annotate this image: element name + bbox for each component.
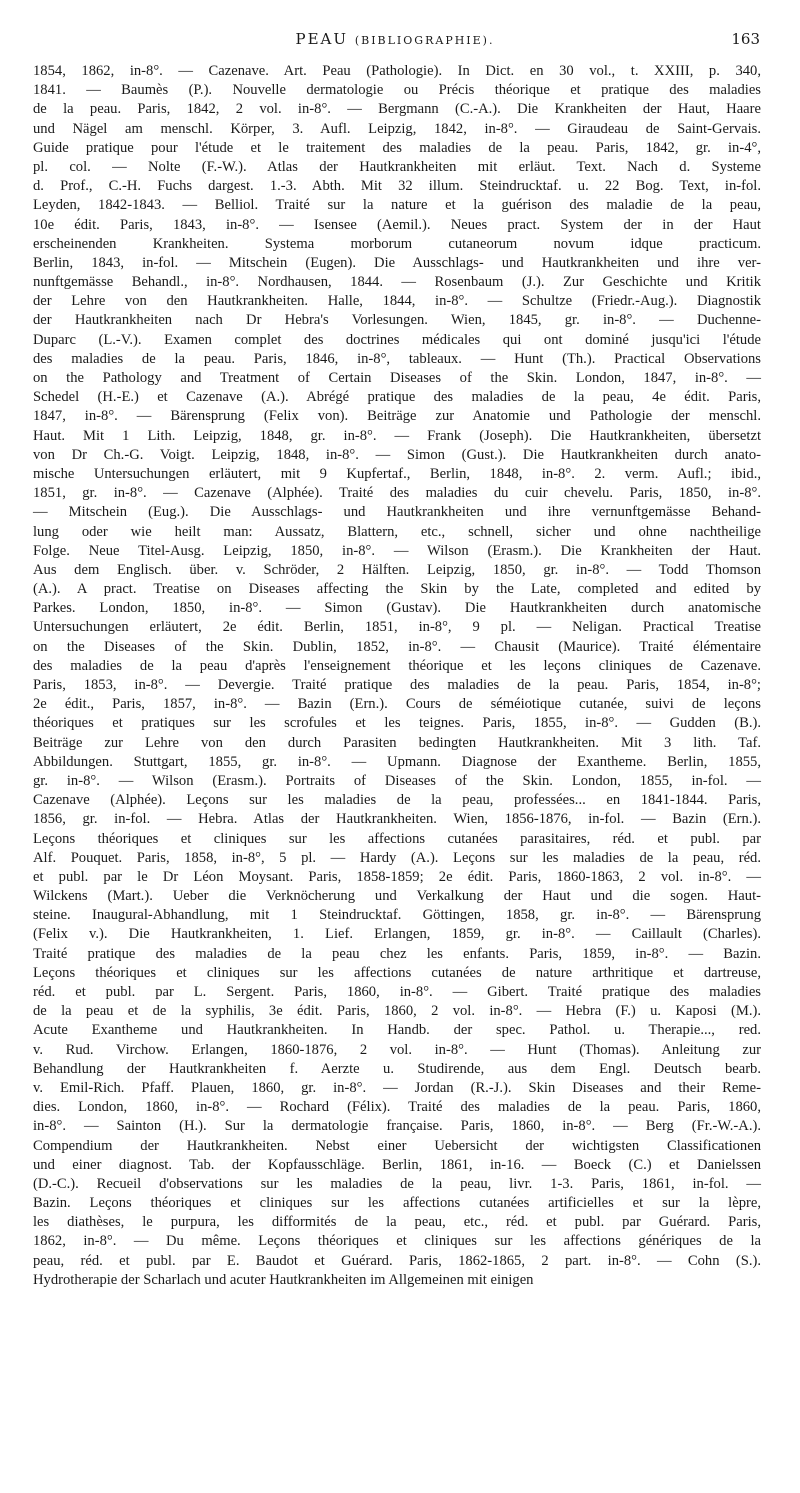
page-number: 163 <box>731 30 760 48</box>
text-line: Parkes. London, 1850, in-8°. — Simon (Gustav). Die Hautkrankheiten durch anatomische <box>33 600 761 617</box>
text-line: 1856, gr. in-fol. — Hebra. Atlas der Hautkrankheiten. Wien, 1856-1876, in-fol. — Bazin (Ern.). <box>33 811 761 828</box>
text-line: Abbildungen. Stuttgart, 1855, gr. in-8°. — Upmann. Diagnose der Exantheme. Berlin, 1855, <box>33 753 761 770</box>
text-line: Behandlung der Hautkrankheiten f. Aerzte u. Studirende, aus dem Engl. Deutsch bearb. <box>33 1060 761 1077</box>
text-line: nunftgemässe Behandl., in-8°. Nordhausen, 1844. — Rosenbaum (J.). Zur Geschichte und Kritik <box>33 274 761 291</box>
text-line: — Mitschein (Eug.). Die Ausschlags- und Hautkrankheiten und ihre vernunftgemässe Behand- <box>33 504 761 521</box>
text-line: Folge. Neue Titel-Ausg. Leipzig, 1850, in-8°. — Wilson (Erasm.). Die Krankheiten der Haut. <box>33 542 761 559</box>
text-line: 10e édit. Paris, 1843, in-8°. — Isensee (Aemil.). Neues pract. System der in der Haut <box>33 216 761 233</box>
text-line: et publ. par le Dr Léon Moysant. Paris, 1858-1859; 2e édit. Paris, 1860-1863, 2 vol. in-8°. — <box>33 868 761 885</box>
text-line: d. Prof., C.-H. Fuchs dargest. 1.-3. Abth. Mit 32 illum. Steindrucktaf. u. 22 Bog. Text, in-fol. <box>33 178 761 195</box>
bibliography-text <box>33 62 761 1290</box>
text-line: Leçons théoriques et cliniques sur les affections cutanées de nature arthritique et dartreuse, <box>33 964 761 981</box>
text-line: mische Untersuchungen erläutert, mit 9 Kupfertaf., Berlin, 1848, in-8°. 2. verm. Aufl.; ibid., <box>33 465 761 482</box>
text-line: Schedel (H.-E.) et Cazenave (A.). Abrégé pratique des maladies de la peau, 4e édit. Paris, <box>33 389 761 406</box>
text-line: und einer diagnost. Tab. der Kopfausschläge. Berlin, 1861, in-16. — Boeck (C.) et Danielssen <box>33 1156 761 1173</box>
text-line: les diathèses, le purpura, les difformités de la peau, etc., réd. et publ. par Guérard. Paris, <box>33 1214 761 1231</box>
text-line: de la peau. Paris, 1842, 2 vol. in-8°. — Bergmann (C.-A.). Die Krankheiten der Haut, Haare <box>33 101 761 118</box>
text-line: Leyden, 1842-1843. — Belliol. Traité sur la nature et la guérison des maladie de la peau, <box>33 197 761 214</box>
text-line: des maladies de la peau d'après l'enseignement théorique et les leçons cliniques de Cazenave. <box>33 657 761 674</box>
text-line: Acute Exantheme und Hautkrankheiten. In Handb. der spec. Pathol. u. Therapie..., red. <box>33 1022 761 1039</box>
text-line: Guide pratique pour l'étude et le traitement des maladies de la peau. Paris, 1842, gr. in-4°, <box>33 139 761 156</box>
text-line: 1851, gr. in-8°. — Cazenave (Alphée). Traité des maladies du cuir chevelu. Paris, 1850, in-8°. <box>33 485 761 502</box>
text-line: Leçons théoriques et cliniques sur les affections cutanées parasitaires, réd. et publ. par <box>33 830 761 847</box>
text-line: der Hautkrankheiten nach Dr Hebra's Vorlesungen. Wien, 1845, gr. in-8°. — Duchenne- <box>33 312 761 329</box>
text-line: de la peau et de la syphilis, 3e édit. Paris, 1860, 2 vol. in-8°. — Hebra (F.) u. Kaposi (M.). <box>33 1003 761 1020</box>
text-line: Paris, 1853, in-8°. — Devergie. Traité pratique des maladies de la peau. Paris, 1854, in-8°; <box>33 677 761 693</box>
text-line: lung oder wie heilt man: Aussatz, Blattern, etc., schnell, sicher und ohne nachtheilige <box>33 523 761 540</box>
text-line: théoriques et pratiques sur les scrofules et les teignes. Paris, 1855, in-8°. — Gudden (B.). <box>33 715 761 732</box>
running-header <box>30 30 760 54</box>
text-line: Haut. Mit 1 Lith. Leipzig, 1848, gr. in-8°. — Frank (Joseph). Die Hautkrankheiten, übersetzt <box>33 427 761 444</box>
text-line: (D.-C.). Recueil d'observations sur les maladies de la peau, livr. 1-3. Paris, 1861, in-fol. — <box>33 1175 761 1192</box>
text-line: Wilckens (Mart.). Ueber die Verknöcherung und Verkalkung der Haut und die sogen. Haut- <box>33 888 761 905</box>
text-line: 1841. — Baumès (P.). Nouvelle dermatologie ou Précis théorique et pratique des maladies <box>33 82 761 99</box>
text-line: Aus dem Englisch. über. v. Schröder, 2 Hälften. Leipzig, 1850, gr. in-8°. — Todd Thomson <box>33 561 761 578</box>
text-line: 1862, in-8°. — Du même. Leçons théoriques et cliniques sur les affections génériques de la <box>33 1233 761 1250</box>
text-line: Traité pratique des maladies de la peau chez les enfants. Paris, 1859, in-8°. — Bazin. <box>33 945 761 962</box>
text-line: des maladies de la peau. Paris, 1846, in-8°, tableaux. — Hunt (Th.). Practical Observations <box>33 350 761 367</box>
text-line: réd. et publ. par L. Sergent. Paris, 1860, in-8°. — Gibert. Traité pratique des maladies <box>33 984 761 1000</box>
text-line: Duparc (L.-V.). Examen complet des doctrines médicales qui ont dominé jusqu'ici l'étude <box>33 331 761 348</box>
text-line: gr. in-8°. — Wilson (Erasm.). Portraits of Diseases of the Skin. London, 1855, in-fol. — <box>33 772 761 789</box>
text-line: on the Pathology and Treatment of Certain Diseases of the Skin. London, 1847, in-8°. — <box>33 370 761 386</box>
text-line: von Dr Ch.-G. Voigt. Leipzig, 1848, in-8°. — Simon (Gust.). Die Hautkrankheiten durch anato- <box>33 446 761 463</box>
text-line: Berlin, 1843, in-fol. — Mitschein (Eugen). Die Ausschlags- und Hautkrankheiten und ihre ver- <box>33 254 761 271</box>
header-subtitle: (BIBLIOGRAPHIE). <box>354 34 495 47</box>
text-line: dies. London, 1860, in-8°. — Rochard (Félix). Traité des maladies de la peau. Paris, 1860, <box>33 1099 761 1116</box>
text-line: v. Emil-Rich. Pfaff. Plauen, 1860, gr. in-8°. — Jordan (R.-J.). Skin Diseases and their Reme- <box>33 1079 761 1096</box>
text-line: v. Rud. Virchow. Erlangen, 1860-1876, 2 vol. in-8°. — Hunt (Thomas). Anleitung zur <box>33 1041 761 1058</box>
text-line: (Felix v.). Die Hautkrankheiten, 1. Lief. Erlangen, 1859, gr. in-8°. — Caillault (Charles). <box>33 926 761 943</box>
text-line: Alf. Pouquet. Paris, 1858, in-8°, 5 pl. — Hardy (A.). Leçons sur les maladies de la peau, réd. <box>33 849 761 866</box>
text-line: in-8°. — Sainton (H.). Sur la dermatologie française. Paris, 1860, in-8°. — Berg (Fr.-W.-A.). <box>33 1118 761 1135</box>
text-line: 1847, in-8°. — Bärensprung (Felix von). Beiträge zur Anatomie und Pathologie der menschl. <box>33 408 761 425</box>
text-line: erscheinenden Krankheiten. Systema morborum cutaneorum novum idque practicum. <box>33 235 761 252</box>
text-line: Compendium der Hautkrankheiten. Nebst einer Uebersicht der wichtigsten Classificationen <box>33 1137 761 1154</box>
header-title: PEAU <box>295 30 349 48</box>
text-line: (A.). A pract. Treatise on Diseases affecting the Skin by the Late, completed and edited by <box>33 581 761 598</box>
text-line: Hydrotherapie der Scharlach und acuter Hautkrankheiten im Allgemeinen mit einigen <box>33 1271 534 1288</box>
text-line: der Lehre von den Hautkrankheiten. Halle, 1844, in-8°. — Schultze (Friedr.-Aug.). Diagnostik <box>33 293 761 310</box>
text-line: 1854, 1862, in-8°. — Cazenave. Art. Peau (Pathologie). In Dict. en 30 vol., t. XXIII, p. 340, <box>33 63 761 79</box>
text-line: Cazenave (Alphée). Leçons sur les maladies de la peau, professées... en 1841-1844. Paris, <box>33 792 761 809</box>
text-line: peau, réd. et publ. par E. Baudot et Guérard. Paris, 1862-1865, 2 part. in-8°. — Cohn (S.). <box>33 1252 761 1269</box>
text-line: 2e édit., Paris, 1857, in-8°. — Bazin (Ern.). Cours de séméiotique cutanée, suivi de leçons <box>33 696 761 713</box>
text-line: pl. col. — Nolte (F.-W.). Atlas der Hautkrankheiten mit erläut. Text. Nach d. Systeme <box>33 158 761 175</box>
running-title <box>30 30 760 48</box>
text-line: Beiträge zur Lehre von den durch Parasiten bedingten Hautkrankheiten. Mit 3 lith. Taf. <box>33 734 761 751</box>
text-line: und Nägel am menschl. Körper, 3. Aufl. Leipzig, 1842, in-8°. — Giraudeau de Saint-Gervais. <box>33 120 761 137</box>
text-line: steine. Inaugural-Abhandlung, mit 1 Steindrucktaf. Göttingen, 1858, gr. in-8°. — Bärensprung <box>33 907 761 924</box>
text-line: on the Diseases of the Skin. Dublin, 1852, in-8°. — Chausit (Maurice). Traité élémentaire <box>33 638 761 655</box>
text-line: Untersuchungen erläutert, 2e édit. Berlin, 1851, in-8°, 9 pl. — Neligan. Practical Treatise <box>33 619 761 636</box>
text-line: Bazin. Leçons théoriques et cliniques sur les affections cutanées artificielles et sur la lèpre, <box>33 1195 761 1212</box>
